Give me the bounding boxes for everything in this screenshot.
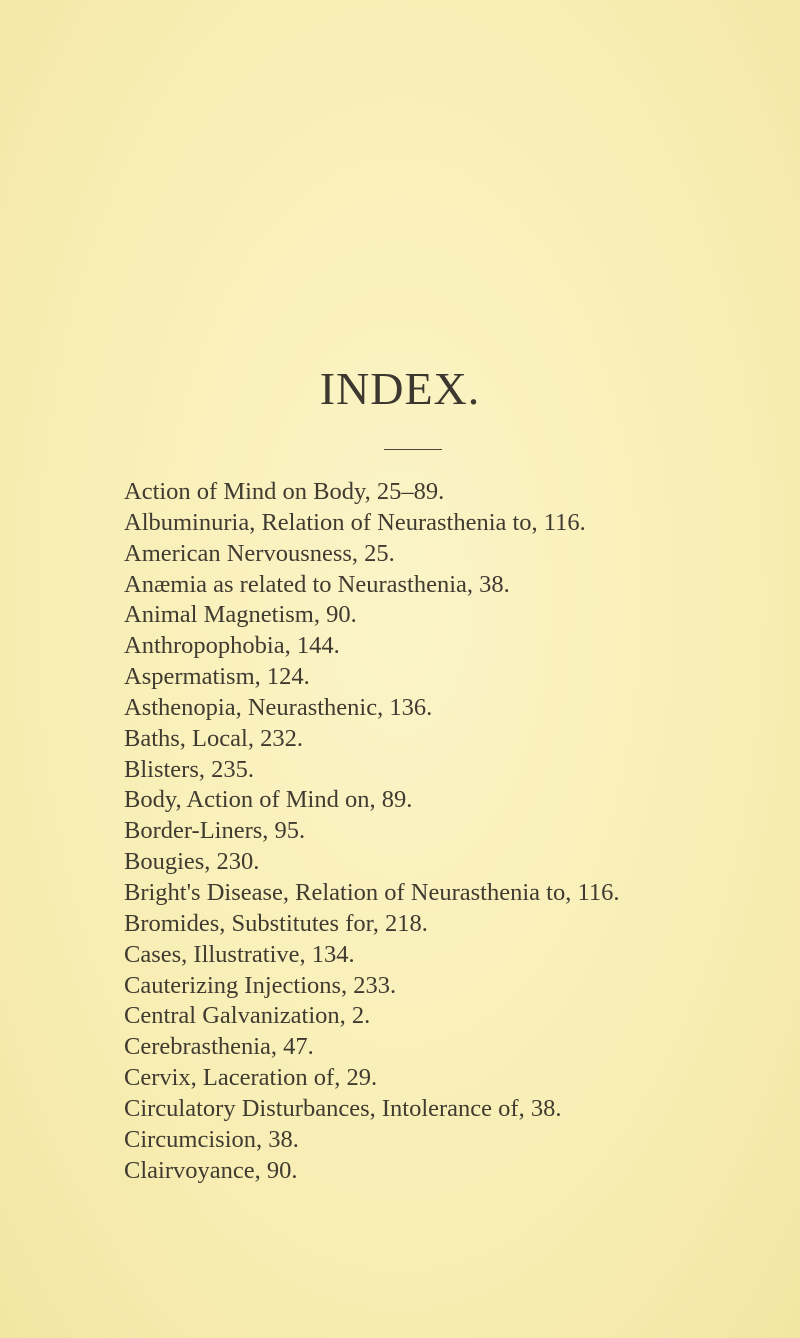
index-entry: Circulatory Disturbances, Intolerance of, 38. — [124, 1094, 562, 1122]
index-entry: Cerebrasthenia, 47. — [124, 1033, 314, 1061]
index-entry: Cervix, Laceration of, 29. — [124, 1064, 378, 1092]
index-entry: Baths, Local, 232. — [124, 724, 303, 752]
index-entry: Circumcision, 38. — [124, 1125, 299, 1153]
title-rule — [384, 449, 442, 450]
index-entry: Action of Mind on Body, 25–89. — [124, 478, 445, 505]
index-entry: Central Galvanization, 2. — [124, 1002, 371, 1030]
index-entry: Aspermatism, 124. — [124, 663, 310, 691]
index-entry: Animal Magnetism, 90. — [124, 601, 357, 629]
index-entry: Cases, Illustrative, 134. — [124, 940, 355, 968]
index-entry: Anthropophobia, 144. — [124, 632, 340, 660]
index-entry: Bright's Disease, Relation of Neurasthenia to, 116. — [124, 878, 620, 906]
page-title: INDEX. — [319, 363, 481, 414]
index-entry: Border-Liners, 95. — [124, 817, 306, 845]
index-entry: Clairvoyance, 90. — [124, 1156, 298, 1184]
index-entry: Cauterizing Injections, 233. — [124, 971, 397, 999]
index-entry: Asthenopia, Neurasthenic, 136. — [124, 693, 433, 721]
index-entry: Bromides, Substitutes for, 218. — [124, 909, 428, 937]
index-entry: Albuminuria, Relation of Neurasthenia to, 116. — [124, 508, 586, 536]
index-entry: Bougies, 230. — [124, 848, 260, 876]
index-entries — [124, 477, 784, 1186]
index-entry: American Nervousness, 25. — [124, 539, 395, 567]
index-entry: Anæmia as related to Neurasthenia, 38. — [124, 570, 510, 598]
index-entry: Body, Action of Mind on, 89. — [124, 786, 413, 814]
index-entry: Blisters, 235. — [124, 755, 254, 783]
